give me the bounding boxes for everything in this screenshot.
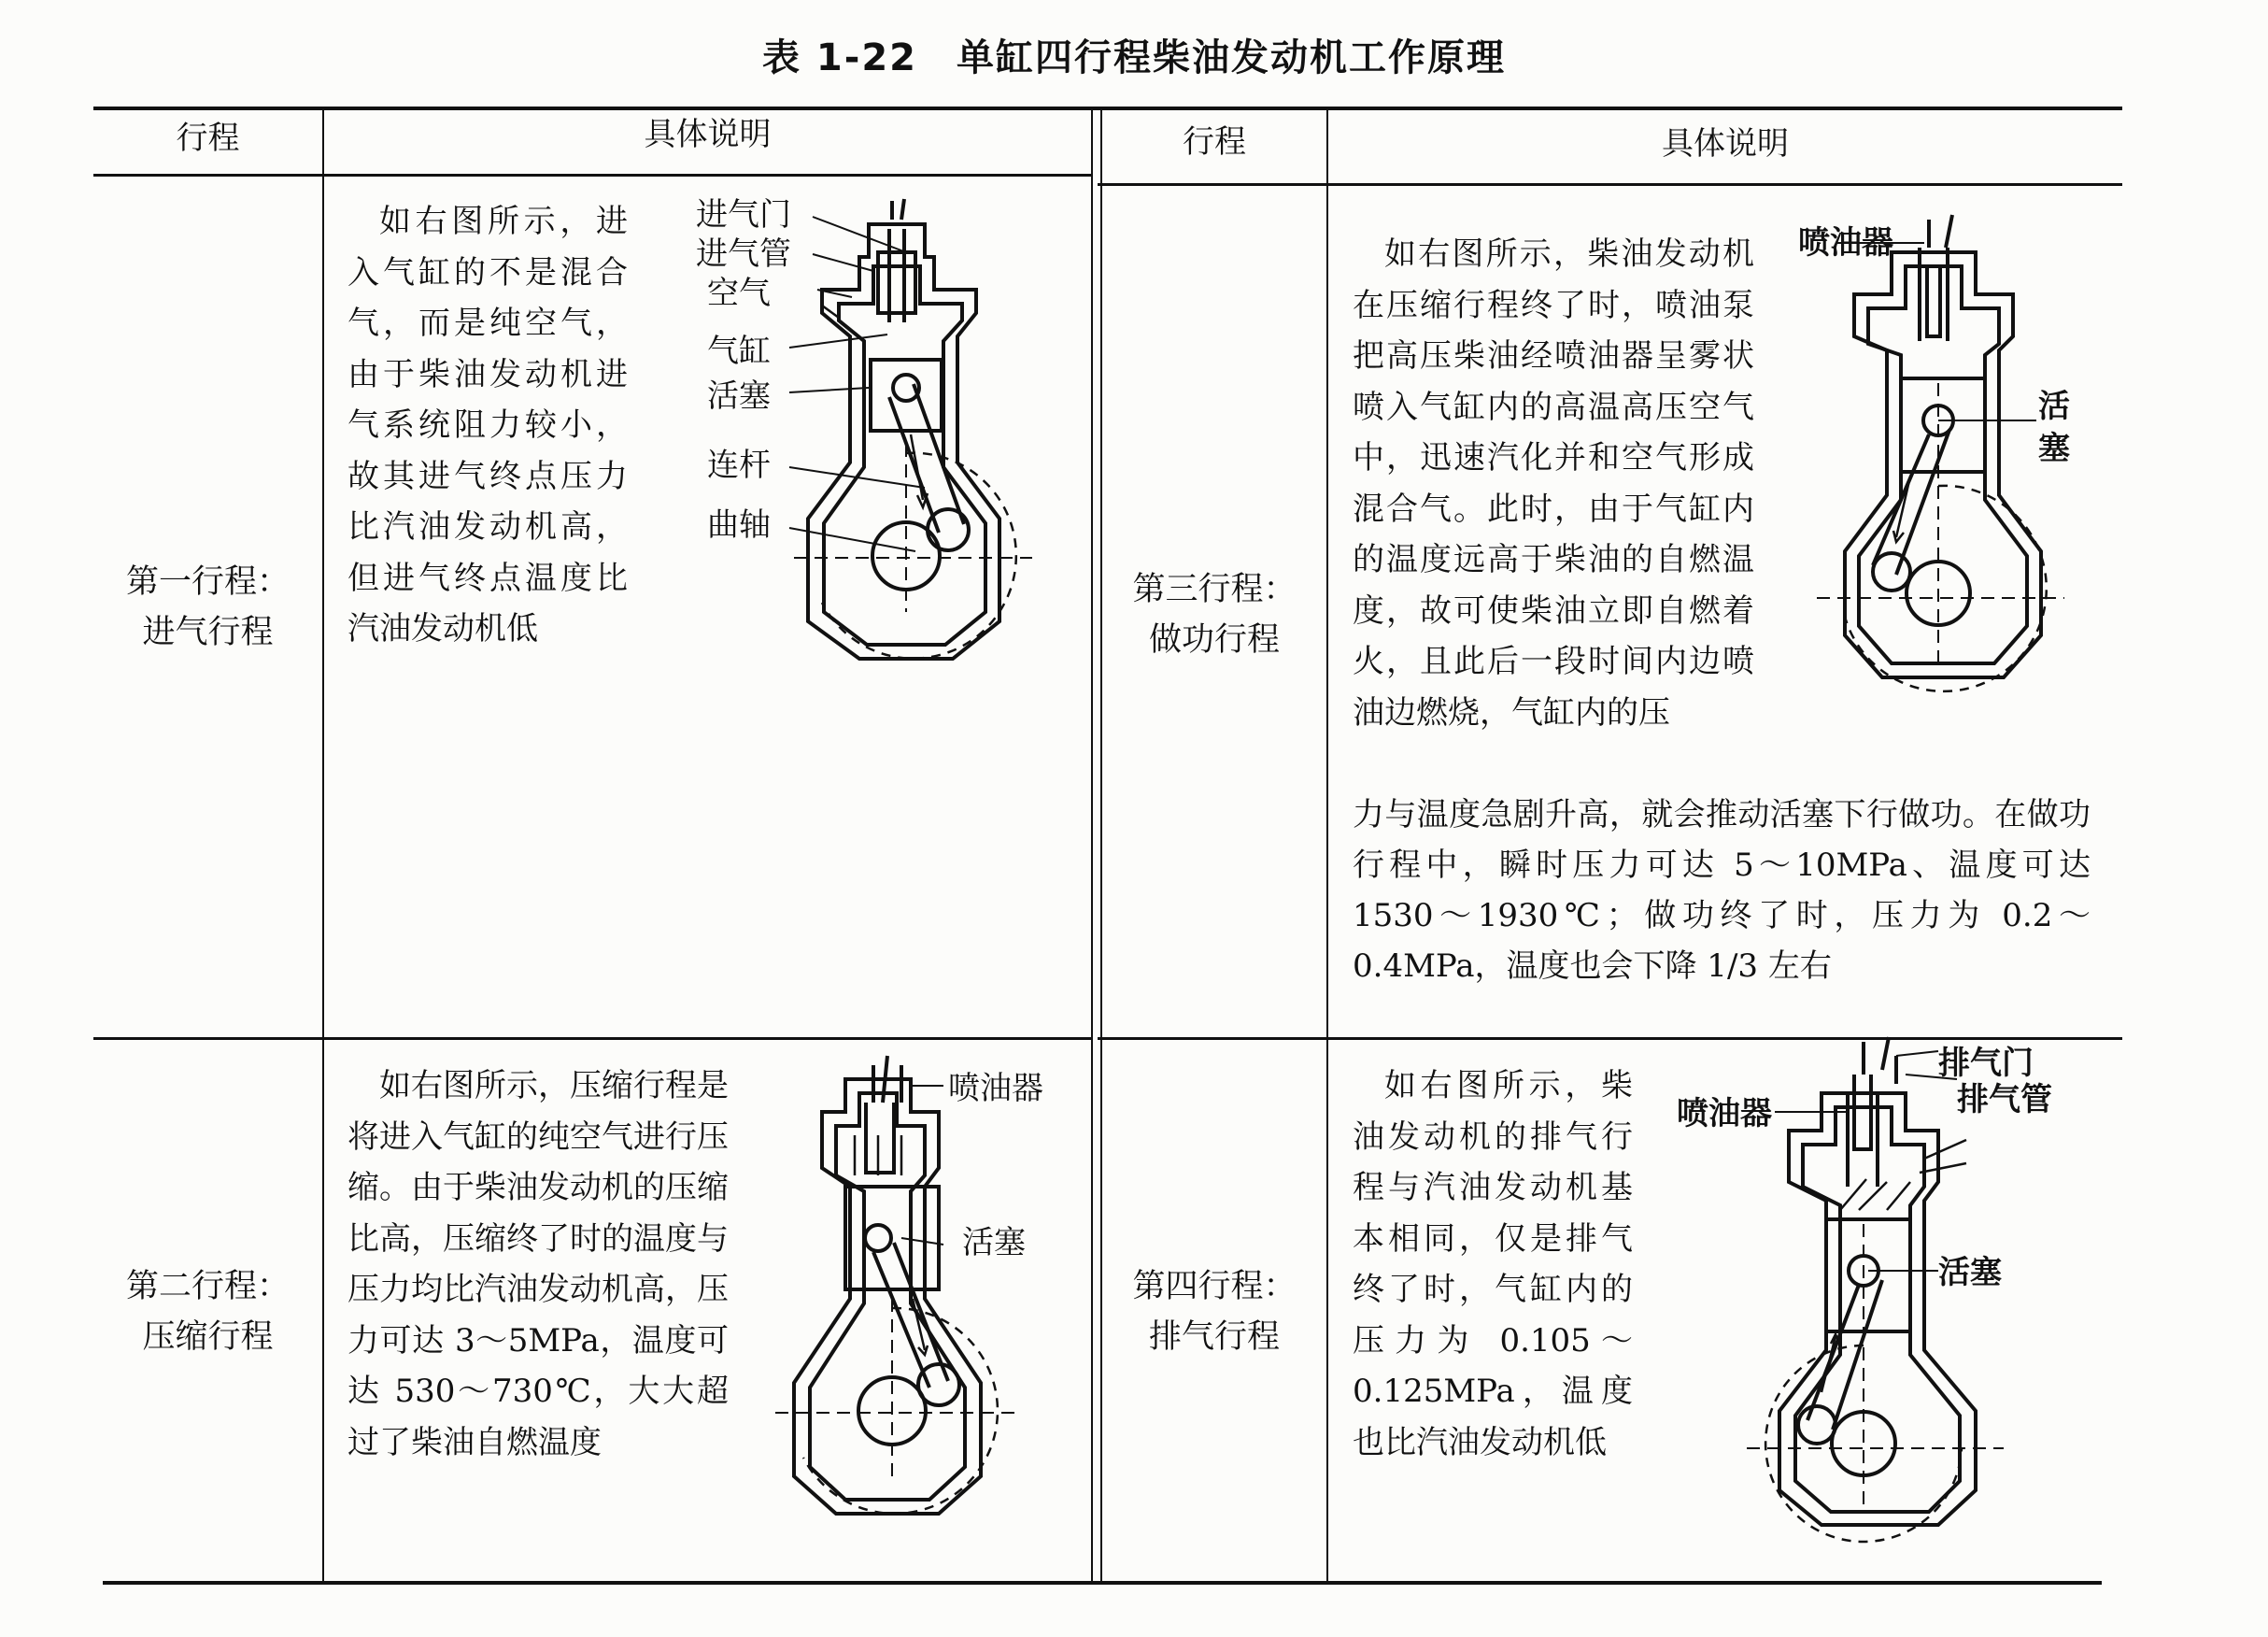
compression-description: 如右图所示，压缩行程是将进入气缸的纯空气进行压缩。由于柴油发动机的压缩比高，压缩终了时的温度与压力均比汽油发动机高，压力可达 3～5MPa，温度可达 530～730℃，大大超过了柴油自燃温度	[347, 1067, 729, 1461]
intake-description: 如右图所示，进入气缸的不是混合气，而是纯空气，由于柴油发动机进气系统阻力较小，故其进气终点压力比汽油发动机高，但进气终点温度比汽油发动机低	[347, 203, 628, 648]
power-engine-diagram	[1817, 234, 2069, 701]
label-intake-pipe: 进气管	[696, 235, 791, 273]
label-exhaust-injector: 喷油器	[1677, 1095, 1772, 1132]
label-exhaust-piston: 活塞	[1938, 1254, 2002, 1291]
stroke-label-intake	[93, 557, 322, 658]
stroke-label-line2: 进气行程	[142, 614, 274, 651]
stroke-label-line2: 压缩行程	[142, 1318, 274, 1356]
label-piston: 活塞	[707, 377, 771, 415]
header-bottom-rule-left	[93, 174, 1093, 177]
stroke-label-line1: 第三行程：	[1132, 571, 1297, 608]
stroke-label-line2: 排气行程	[1148, 1318, 1280, 1356]
label-power-piston-line2: 塞	[2038, 430, 2070, 467]
stroke-label-line2: 做功行程	[1148, 621, 1280, 659]
stroke-label-line1: 第二行程：	[125, 1268, 290, 1305]
table-bottom-rule	[103, 1581, 2102, 1585]
col-divider-right	[1326, 108, 1328, 1583]
col-divider-left	[322, 108, 324, 1583]
label-power-piston-line1: 活	[2038, 388, 2070, 425]
table-top-rule	[93, 107, 2122, 110]
intake-leader-lines	[775, 196, 934, 570]
header-stroke-left: 行程	[176, 120, 240, 157]
label-exhaust-valve: 排气门	[1938, 1045, 2034, 1082]
stroke-label-power	[1102, 564, 1326, 665]
compression-engine-diagram	[761, 1065, 1023, 1523]
header-stroke-right: 行程	[1183, 123, 1246, 161]
label-cylinder: 气缸	[707, 333, 771, 370]
stroke-label-exhaust	[1102, 1261, 1326, 1362]
row-divider-right	[1098, 1037, 2122, 1040]
label-compression-injector: 喷油器	[948, 1070, 1043, 1107]
power-description-upper: 如右图所示，柴油发动机在压缩行程终了时，喷油泵把高压柴油经喷油器呈雾状喷入气缸内的高温高压空气中，迅速汽化并和空气形成混合气。此时，由于气缸内的温度远高于柴油的自燃温度，故可使柴油立即自燃着火，且此后一段时间内边喷油边燃烧，气缸内的压	[1353, 235, 1754, 732]
stroke-label-line1: 第一行程：	[125, 563, 290, 601]
center-divider-a	[1091, 108, 1093, 1583]
page-title: 表 1-22 单缸四行程柴油发动机工作原理	[761, 36, 1507, 79]
row-divider-left	[93, 1037, 1093, 1040]
label-connecting-rod: 连杆	[707, 447, 771, 484]
label-exhaust-pipe: 排气管	[1957, 1081, 2052, 1118]
stroke-label-compression	[93, 1261, 322, 1362]
header-description-right: 具体说明	[1662, 125, 1789, 163]
exhaust-engine-diagram	[1747, 1075, 2008, 1532]
stroke-label-line1: 第四行程：	[1132, 1268, 1297, 1305]
label-compression-piston: 活塞	[962, 1224, 1026, 1261]
header-description-left: 具体说明	[644, 116, 772, 153]
label-crankshaft: 曲轴	[707, 506, 771, 544]
header-bottom-rule-right	[1098, 183, 2122, 186]
exhaust-description: 如右图所示，柴油发动机的排气行程与汽油发动机基本相同，仅是排气终了时，气缸内的压力为 0.105～0.125MPa，温度也比汽油发动机低	[1353, 1067, 1633, 1461]
label-intake-valve: 进气门	[696, 196, 791, 234]
label-power-injector: 喷油器	[1798, 224, 1893, 262]
power-description-lower: 力与温度急剧升高，就会推动活塞下行做功。在做功行程中，瞬时压力可达 5～10MPa、温度可达 1530～1930℃；做功终了时，压力为 0.2～0.4MPa，温度也会下降 1/3 左右	[1353, 796, 2091, 985]
label-air: 空气	[707, 275, 771, 312]
